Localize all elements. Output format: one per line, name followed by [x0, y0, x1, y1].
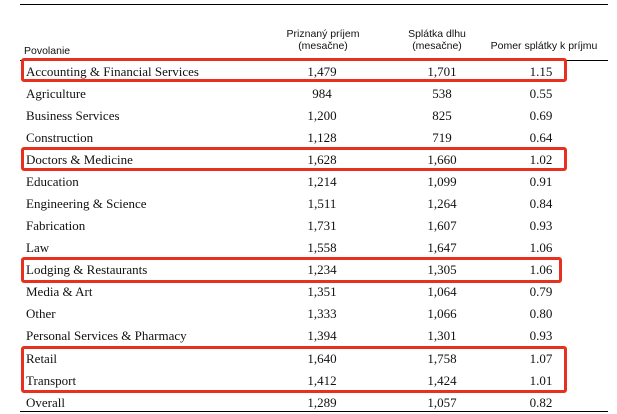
- occupation-cell: Law: [26, 240, 50, 255]
- debt-cell: 1,607: [427, 218, 457, 233]
- income-cell: 1,351: [307, 284, 337, 299]
- occupation-cell: Agriculture: [26, 86, 86, 101]
- highlight-box-doctors: [21, 147, 567, 171]
- debt-cell: 1,647: [427, 240, 457, 255]
- debt-cell: 1,301: [427, 328, 457, 343]
- debt-cell: 1,305: [427, 262, 457, 277]
- ratio-cell: 0.64: [529, 130, 553, 145]
- table-header: [20, 26, 608, 61]
- table-row: [20, 215, 608, 237]
- ratio-cell: 1.01: [529, 373, 553, 388]
- income-cell: 1,628: [307, 152, 337, 167]
- debt-cell: 825: [432, 108, 452, 123]
- income-cell: 1,412: [307, 373, 337, 388]
- ratio-cell: 0.82: [529, 395, 553, 410]
- ratio-cell: 0.55: [529, 86, 553, 101]
- ratio-cell: 1.06: [529, 262, 553, 277]
- occupation-cell: Lodging & Restaurants: [26, 262, 148, 277]
- income-cell: 1,200: [307, 108, 337, 123]
- occupation-cell: Engineering & Science: [26, 196, 147, 211]
- income-cell: 1,558: [307, 240, 337, 255]
- debt-cell: 719: [432, 130, 452, 145]
- debt-cell: 1,057: [427, 395, 457, 410]
- table-row: [20, 303, 608, 325]
- debt-cell: 1,424: [427, 373, 457, 388]
- table-row: [20, 105, 608, 127]
- table-row: [20, 237, 608, 259]
- highlight-box-retail-transport: [21, 346, 567, 393]
- occupation-cell: Accounting & Financial Services: [26, 64, 199, 79]
- ratio-cell: 0.93: [529, 218, 553, 233]
- occupation-cell: Business Services: [26, 108, 120, 123]
- table-row: [20, 325, 608, 347]
- occupation-cell: Other: [26, 306, 56, 321]
- ratio-cell: 1.15: [529, 64, 553, 79]
- income-cell: 1,394: [307, 328, 337, 343]
- debt-cell: 538: [432, 86, 452, 101]
- income-cell: 1,333: [307, 306, 337, 321]
- ratio-cell: 0.79: [529, 284, 553, 299]
- highlight-box-lodging: [21, 257, 562, 283]
- header-ratio: Pomer splátky k príjmu: [490, 40, 598, 52]
- table-row: [20, 193, 608, 215]
- debt-cell: 1,701: [427, 64, 457, 79]
- income-cell: 1,640: [307, 351, 337, 366]
- top-rule: [20, 4, 608, 5]
- income-cell: 1,731: [307, 218, 337, 233]
- ratio-cell: 0.91: [529, 174, 553, 189]
- table-row: [20, 171, 608, 193]
- income-cell: 1,289: [307, 395, 337, 410]
- occupation-cell: Doctors & Medicine: [26, 152, 133, 167]
- debt-cell: 1,660: [427, 152, 457, 167]
- debt-cell: 1,264: [427, 196, 457, 211]
- table-row: [20, 281, 608, 303]
- income-cell: 1,234: [307, 262, 337, 277]
- ratio-cell: 0.93: [529, 328, 553, 343]
- debt-cell: 1,099: [427, 174, 457, 189]
- header-occupation: Povolanie: [24, 45, 71, 57]
- ratio-cell: 1.02: [529, 152, 553, 167]
- income-cell: 1,479: [307, 64, 337, 79]
- table-row: [20, 127, 608, 149]
- debt-cell: 1,066: [427, 306, 457, 321]
- income-cell: 1,214: [307, 174, 337, 189]
- occupation-cell: Education: [26, 174, 79, 189]
- ratio-cell: 1.07: [529, 351, 553, 366]
- table-row: [20, 83, 608, 105]
- ratio-cell: 0.84: [529, 196, 553, 211]
- income-cell: 1,511: [307, 196, 337, 211]
- occupation-cell: Media & Art: [26, 284, 93, 299]
- bottom-rule: [20, 411, 608, 412]
- header-income: Priznaný príjem (mesačne): [286, 28, 360, 52]
- occupation-cell: Retail: [26, 351, 58, 366]
- occupation-cell: Transport: [26, 373, 77, 388]
- income-cell: 1,128: [307, 130, 337, 145]
- occupation-cell: Fabrication: [26, 218, 86, 233]
- occupation-cell: Overall: [26, 395, 65, 410]
- occupation-cell: Personal Services & Pharmacy: [26, 328, 187, 343]
- ratio-cell: 1.06: [529, 240, 553, 255]
- ratio-cell: 0.69: [529, 108, 553, 123]
- debt-cell: 1,064: [427, 284, 457, 299]
- income-cell: 984: [312, 86, 332, 101]
- header-debt: Splátka dlhu (mesačne): [408, 28, 466, 52]
- debt-cell: 1,758: [427, 351, 457, 366]
- highlight-box-accounting: [21, 58, 567, 82]
- occupation-cell: Construction: [26, 130, 94, 145]
- ratio-cell: 0.80: [529, 306, 553, 321]
